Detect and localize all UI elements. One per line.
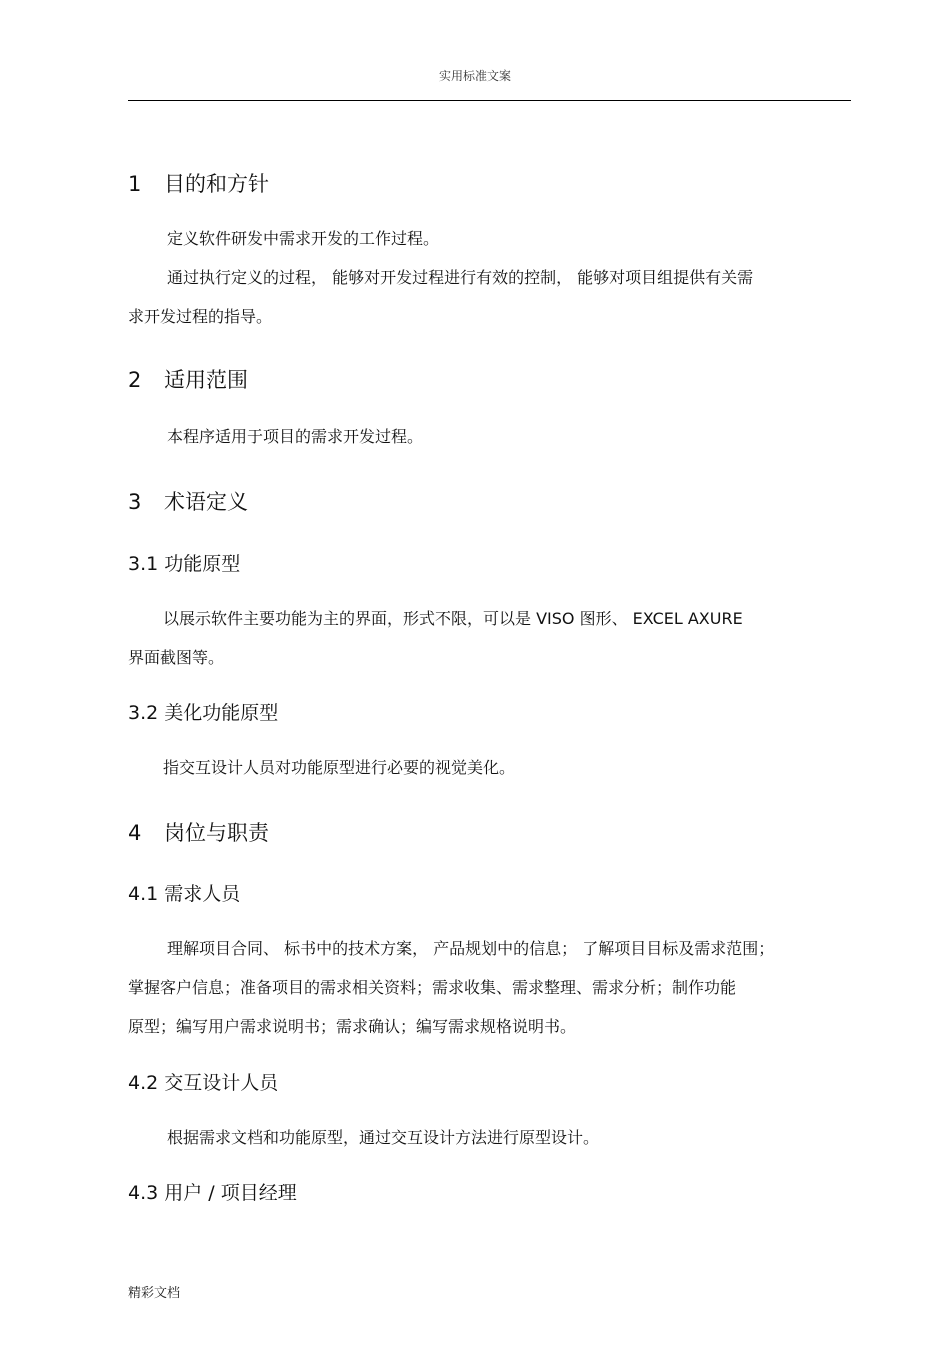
subsection-4-1-line-1: 理解项目合同、 标书中的技术方案， 产品规划中的信息； 了解项目目标及需求范围；	[167, 939, 775, 958]
section-1-heading	[128, 170, 269, 198]
subsection-4-1-paragraph	[128, 936, 848, 1053]
subsection-4-1-title: 4.1 需求人员	[128, 883, 241, 905]
section-2-paragraph-1: 本程序适用于项目的需求开发过程。	[167, 427, 424, 446]
section-1-paragraph-2	[128, 265, 848, 343]
subsection-3-1-paragraph	[128, 606, 848, 684]
section-1-paragraph-2-line-2: 求开发过程的指导。	[128, 307, 273, 326]
subsection-3-1-title: 3.1 功能原型	[128, 553, 241, 575]
section-4-heading	[128, 819, 269, 847]
section-3-title: 术语定义	[164, 490, 248, 514]
section-1-paragraph-2-line-1: 通过执行定义的过程， 能够对开发过程进行有效的控制， 能够对项目组提供有关需	[167, 268, 754, 287]
section-2-title: 适用范围	[164, 368, 248, 392]
subsection-4-1-line-2: 掌握客户信息；准备项目的需求相关资料；需求收集、需求整理、需求分析；制作功能	[128, 978, 737, 997]
section-3-number: 3	[128, 490, 142, 514]
subsection-4-2-paragraph: 根据需求文档和功能原型，通过交互设计方法进行原型设计。	[167, 1128, 600, 1147]
section-4-title: 岗位与职责	[164, 821, 269, 845]
header-divider	[128, 100, 851, 101]
subsection-4-1-line-3: 原型；编写用户需求说明书；需求确认；编写需求规格说明书。	[128, 1017, 577, 1036]
subsection-3-2-title: 3.2 美化功能原型	[128, 702, 279, 724]
section-2-heading	[128, 366, 248, 394]
subsection-3-2-paragraph: 指交互设计人员对功能原型进行必要的视觉美化。	[163, 758, 516, 777]
page-footer: 精彩文档	[128, 1286, 181, 1301]
subsection-3-1-line-2: 界面截图等。	[128, 648, 225, 667]
subsection-3-1-line-1: 以展示软件主要功能为主的界面，形式不限，可以是 VISO 图形、 EXCEL AXURE	[163, 609, 743, 628]
section-3-heading	[128, 488, 248, 516]
section-1-title: 目的和方针	[164, 172, 269, 196]
page-header: 实用标准文案	[438, 69, 511, 83]
subsection-4-2-title: 4.2 交互设计人员	[128, 1072, 279, 1094]
subsection-4-3-title: 4.3 用户 / 项目经理	[128, 1182, 297, 1204]
section-2-number: 2	[128, 368, 142, 392]
section-1-number: 1	[128, 172, 142, 196]
section-1-paragraph-1: 定义软件研发中需求开发的工作过程。	[167, 229, 440, 248]
section-4-number: 4	[128, 821, 142, 845]
